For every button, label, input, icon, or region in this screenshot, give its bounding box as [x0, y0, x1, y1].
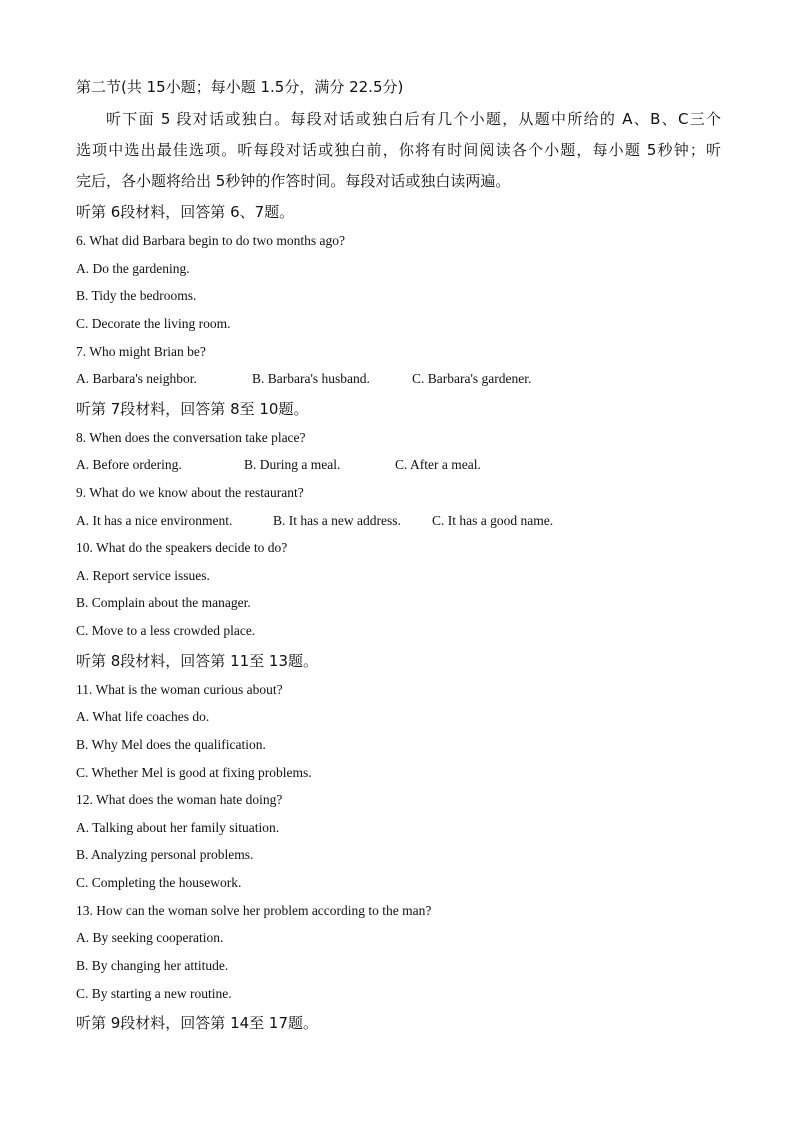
- group-title: 听第 7段材料，回答第 8至 10题。: [76, 400, 309, 418]
- question-7: 7. Who might Brian be?: [76, 344, 206, 359]
- group-title: 听第 8段材料，回答第 11至 13题。: [76, 652, 319, 670]
- option-11c: C. Whether Mel is good at fixing problems.: [76, 765, 312, 780]
- question-11: 11. What is the woman curious about?: [76, 682, 283, 697]
- group-title: 听第 6段材料，回答第 6、7题。: [76, 203, 295, 221]
- question-6: 6. What did Barbara begin to do two months ago?: [76, 233, 345, 248]
- option-10c: C. Move to a less crowded place.: [76, 623, 256, 638]
- option-8c: C. After a meal.: [395, 457, 481, 472]
- option-7a: A. Barbara's neighbor.: [76, 371, 197, 386]
- instruction-line-1: 听下面 5 段对话或独白。每段对话或独白后有几个小题，从题中所给的 A、B、C三个: [106, 110, 721, 128]
- question-12: 12. What does the woman hate doing?: [76, 792, 283, 807]
- option-9c: C. It has a good name.: [432, 513, 554, 528]
- question-10: 10. What do the speakers decide to do?: [76, 540, 288, 555]
- option-12b: B. Analyzing personal problems.: [76, 847, 254, 862]
- option-7b: B. Barbara's husband.: [252, 371, 370, 386]
- option-10a: A. Report service issues.: [76, 568, 210, 583]
- option-12a: A. Talking about her family situation.: [76, 820, 280, 835]
- option-8b: B. During a meal.: [244, 457, 341, 472]
- option-11a: A. What life coaches do.: [76, 709, 210, 724]
- group-title: 听第 9段材料，回答第 14至 17题。: [76, 1014, 319, 1032]
- question-13: 13. How can the woman solve her problem according to the man?: [76, 903, 432, 918]
- option-13b: B. By changing her attitude.: [76, 958, 229, 973]
- option-10b: B. Complain about the manager.: [76, 595, 251, 610]
- question-8: 8. When does the conversation take place?: [76, 430, 306, 445]
- option-11b: B. Why Mel does the qualification.: [76, 737, 266, 752]
- option-9b: B. It has a new address.: [273, 513, 401, 528]
- option-6a: A. Do the gardening.: [76, 261, 190, 276]
- option-6b: B. Tidy the bedrooms.: [76, 288, 197, 303]
- option-6c: C. Decorate the living room.: [76, 316, 231, 331]
- section-heading: 第二节(共 15小题；每小题 1.5分，满分 22.5分): [76, 78, 404, 96]
- question-9: 9. What do we know about the restaurant?: [76, 485, 304, 500]
- option-9a: A. It has a nice environment.: [76, 513, 233, 528]
- instruction-line-3: 完后，各小题将给出 5秒钟的作答时间。每段对话或独白读两遍。: [76, 172, 511, 190]
- option-13a: A. By seeking cooperation.: [76, 930, 224, 945]
- option-13c: C. By starting a new routine.: [76, 986, 232, 1001]
- instruction-line-2: 选项中选出最佳选项。听每段对话或独白前，你将有时间阅读各个小题，每小题 5秒钟；听: [76, 141, 721, 159]
- option-7c: C. Barbara's gardener.: [412, 371, 532, 386]
- option-12c: C. Completing the housework.: [76, 875, 242, 890]
- option-8a: A. Before ordering.: [76, 457, 182, 472]
